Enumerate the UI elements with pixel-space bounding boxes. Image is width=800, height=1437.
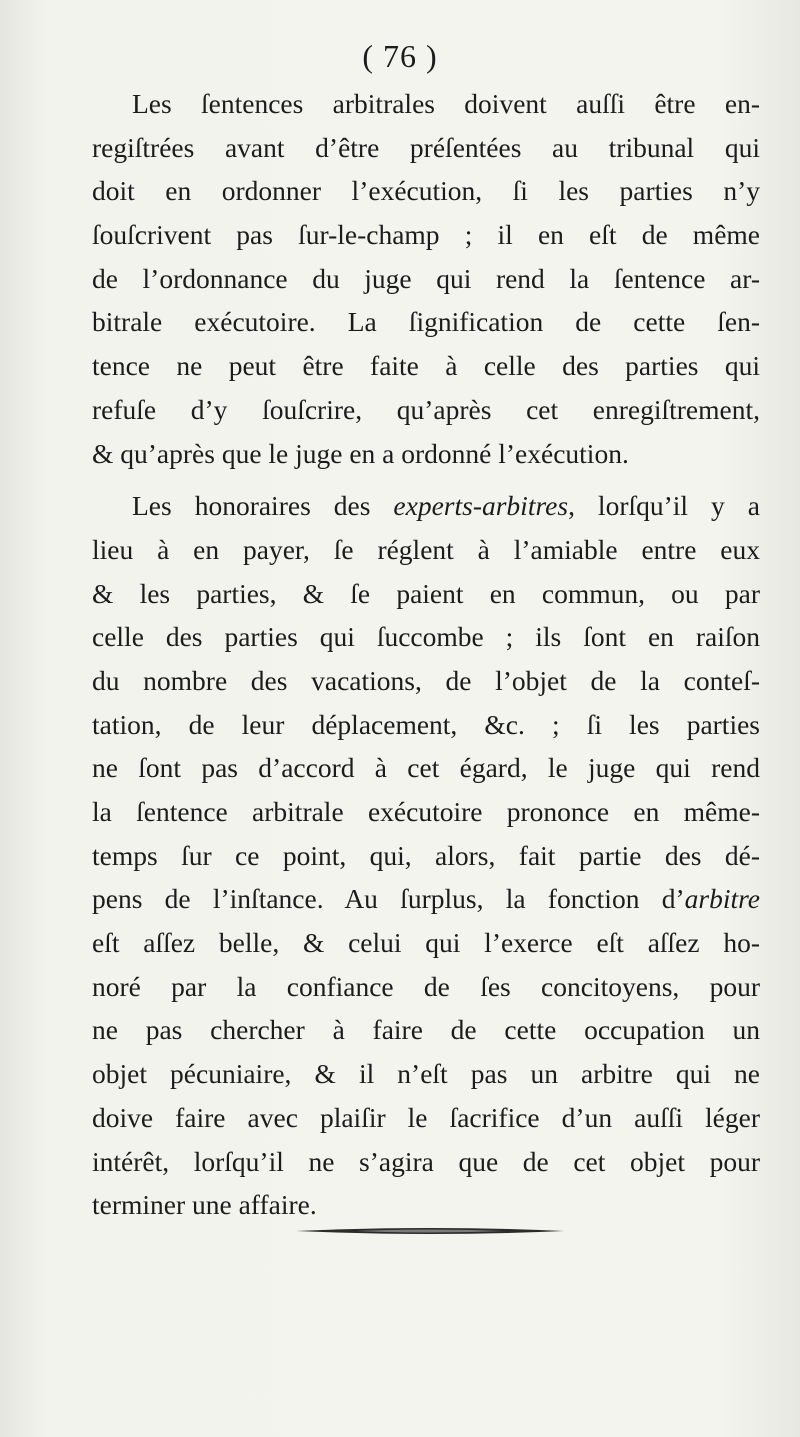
text-line: de l’ordonnance du juge qui rend la ſentence ar- [92, 262, 760, 294]
text-line: ne pas chercher à faire de cette occupation un [92, 1014, 760, 1046]
text-line: Les ſentences arbitrales doivent auſſi être en- [132, 88, 760, 119]
text-line [92, 877, 760, 921]
text-line: eſt aſſez belle, & celui qui l’exerce eſt aſſez ho- [92, 927, 760, 959]
line-segment: , lorſqu’il y a [568, 490, 760, 522]
text-line: noré par la confiance de ſes concitoyens, pour [92, 970, 760, 1002]
italic-term: experts-arbitres [393, 490, 569, 522]
italic-term: arbitre [684, 883, 760, 915]
text-line: celle des parties qui ſuccombe ; ils ſont en raiſon [92, 621, 760, 653]
body-text [92, 82, 760, 1227]
text-line: temps ſur ce point, qui, alors, fait partie des dé- [92, 839, 760, 871]
page-number: ( 76 ) [362, 38, 438, 74]
text-line: bitrale exécutoire. La ſignification de cette ſen- [92, 306, 760, 338]
text-line: doive faire avec plaiſir le ſacrifice d’un auſſi léger [92, 1101, 760, 1133]
text-line: ſouſcrivent pas ſur-le-champ ; il en eſt de même [92, 219, 760, 251]
paragraph-1 [92, 82, 760, 475]
text-line: tation, de leur déplacement, &c. ; ſi les parties [92, 708, 760, 740]
text-line: lieu à en payer, ſe réglent à l’amiable entre eux [92, 533, 760, 565]
text-line: du nombre des vacations, de l’objet de la conteſ- [92, 664, 760, 696]
text-line: & qu’après que le juge en a ordonné l’exécution. [92, 437, 629, 469]
text-line: terminer une affaire. [92, 1189, 317, 1221]
line-segment: pens de l’inſtance. Au ſurplus, la fonction d’ [92, 883, 685, 915]
text-line: intérêt, lorſqu’il ne s’agira que de cet objet pour [92, 1145, 760, 1177]
tail-rule-ornament [296, 1226, 564, 1236]
text-line: la ſentence arbitrale exécutoire prononce en même- [92, 796, 760, 827]
line-segment: Les honoraires des [132, 490, 394, 522]
text-line: & les parties, & ſe paient en commun, ou par [92, 577, 760, 609]
text-line: ne ſont pas d’accord à cet égard, le juge qui rend [92, 752, 760, 784]
text-line: tence ne peut être faite à celle des parties qui [92, 350, 760, 382]
text-line: refuſe d’y ſouſcrire, qu’après cet enregiſtrement, [92, 393, 760, 425]
text-line: objet pécuniaire, & il n’eſt pas un arbitre qui ne [92, 1058, 760, 1090]
text-line: regiſtrées avant d’être préſentées au tribunal qui [92, 131, 760, 163]
text-line: doit en ordonner l’exécution, ſi les parties n’y [92, 175, 760, 207]
text-line [92, 484, 760, 528]
paragraph-2 [92, 484, 760, 1227]
